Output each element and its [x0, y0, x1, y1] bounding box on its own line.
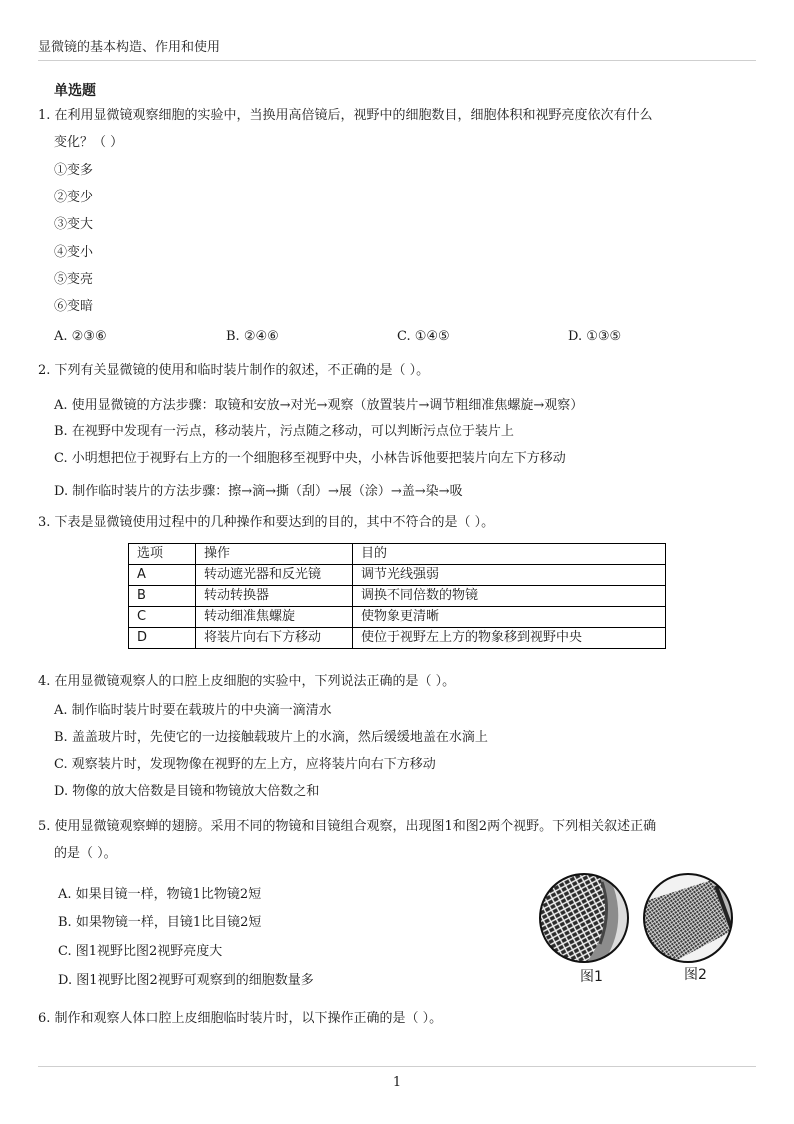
table-header-cell: 选项	[129, 544, 196, 565]
table-row	[129, 607, 666, 628]
table-header-cell: 目的	[353, 544, 666, 565]
question-5-option-a[interactable]: A. 如果目镜一样，物镜1比物镜2短	[58, 887, 262, 902]
question-1-item: ⑥变暗	[54, 299, 94, 314]
question-2-stem: 2. 下列有关显微镜的使用和临时装片制作的叙述，不正确的是（ ）。	[38, 363, 430, 378]
question-5-stem-line1: 5. 使用显微镜观察蝉的翅膀。采用不同的物镜和目镜组合观察，出现图1和图2两个视野。下列相关叙述正确	[38, 819, 657, 834]
table-cell: A	[129, 565, 196, 586]
question-1-item: ⑤变亮	[54, 272, 94, 287]
table-cell: 转动转换器	[196, 586, 353, 607]
microscope-field-figure-1	[538, 872, 638, 972]
question-1-item: ③变大	[54, 217, 94, 232]
figure-1-label: 图1	[580, 969, 603, 985]
question-3-table	[128, 543, 666, 649]
page-header-title: 显微镜的基本构造、作用和使用	[38, 40, 221, 55]
question-1-item: ①变多	[54, 163, 94, 178]
question-1-item: ②变少	[54, 190, 94, 205]
table-cell: 调换不同倍数的物镜	[353, 586, 666, 607]
table-cell: 调节光线强弱	[353, 565, 666, 586]
question-5-figures	[536, 870, 736, 990]
question-1-option-b[interactable]: B. ②④⑥	[226, 329, 279, 344]
question-2-option-c[interactable]: C. 小明想把位于视野右上方的一个细胞移至视野中央，小林告诉他要把装片向左下方移动	[54, 451, 566, 466]
question-5-stem-line2: 的是（ ）。	[54, 846, 117, 861]
question-4-option-d[interactable]: D. 物像的放大倍数是目镜和物镜放大倍数之和	[54, 784, 320, 799]
question-2-option-a[interactable]: A. 使用显微镜的方法步骤：取镜和安放→对光→观察（放置装片→调节粗细准焦螺旋→观察）	[54, 398, 584, 413]
question-5-option-d[interactable]: D. 图1视野比图2视野可观察到的细胞数量多	[58, 973, 314, 988]
question-1-stem-line1: 1. 在利用显微镜观察细胞的实验中，当换用高倍镜后，视野中的细胞数目，细胞体积和视野亮度依次有什么	[38, 108, 653, 123]
question-2-option-b[interactable]: B. 在视野中发现有一污点，移动装片，污点随之移动，可以判断污点位于装片上	[54, 424, 514, 439]
question-5-option-c[interactable]: C. 图1视野比图2视野亮度大	[58, 944, 223, 959]
table-cell: 转动遮光器和反光镜	[196, 565, 353, 586]
table-cell: B	[129, 586, 196, 607]
header-divider	[38, 60, 756, 61]
table-header-cell: 操作	[196, 544, 353, 565]
question-1-option-d[interactable]: D. ①③⑤	[568, 329, 622, 344]
table-row	[129, 586, 666, 607]
question-1-item: ④变小	[54, 245, 94, 260]
table-cell: 转动细准焦螺旋	[196, 607, 353, 628]
question-4-option-b[interactable]: B. 盖盖玻片时，先使它的一边接触载玻片上的水滴，然后缓缓地盖在水滴上	[54, 730, 488, 745]
page-number: 1	[392, 1075, 402, 1090]
table-row	[129, 628, 666, 649]
question-1-option-c[interactable]: C. ①④⑤	[397, 329, 450, 344]
table-row	[129, 565, 666, 586]
question-4-stem: 4. 在用显微镜观察人的口腔上皮细胞的实验中，下列说法正确的是（ ）。	[38, 674, 456, 689]
microscope-field-figure-2	[642, 872, 742, 972]
question-4-option-a[interactable]: A. 制作临时装片时要在载玻片的中央滴一滴清水	[54, 703, 332, 718]
question-4-option-c[interactable]: C. 观察装片时，发现物像在视野的左上方，应将装片向右下方移动	[54, 757, 436, 772]
section-title: 单选题	[54, 83, 96, 99]
question-1-option-a[interactable]: A. ②③⑥	[54, 329, 107, 344]
figure-2-label: 图2	[684, 967, 707, 983]
footer-divider	[38, 1066, 756, 1067]
question-2-option-d[interactable]: D. 制作临时装片的方法步骤：擦→滴→撕（刮）→展（涂）→盖→染→吸	[54, 484, 463, 499]
question-3-stem: 3. 下表是显微镜使用过程中的几种操作和要达到的目的，其中不符合的是（ ）。	[38, 515, 495, 530]
table-cell: 使物象更清晰	[353, 607, 666, 628]
table-cell: C	[129, 607, 196, 628]
question-5-option-b[interactable]: B. 如果物镜一样，目镜1比目镜2短	[58, 915, 262, 930]
table-cell: 将装片向右下方移动	[196, 628, 353, 649]
table-header-row	[129, 544, 666, 565]
table-cell: 使位于视野左上方的物象移到视野中央	[353, 628, 666, 649]
question-1-stem-line2: 变化？（ ）	[54, 135, 124, 150]
question-6-stem: 6. 制作和观察人体口腔上皮细胞临时装片时，以下操作正确的是（ ）。	[38, 1011, 443, 1026]
table-cell: D	[129, 628, 196, 649]
